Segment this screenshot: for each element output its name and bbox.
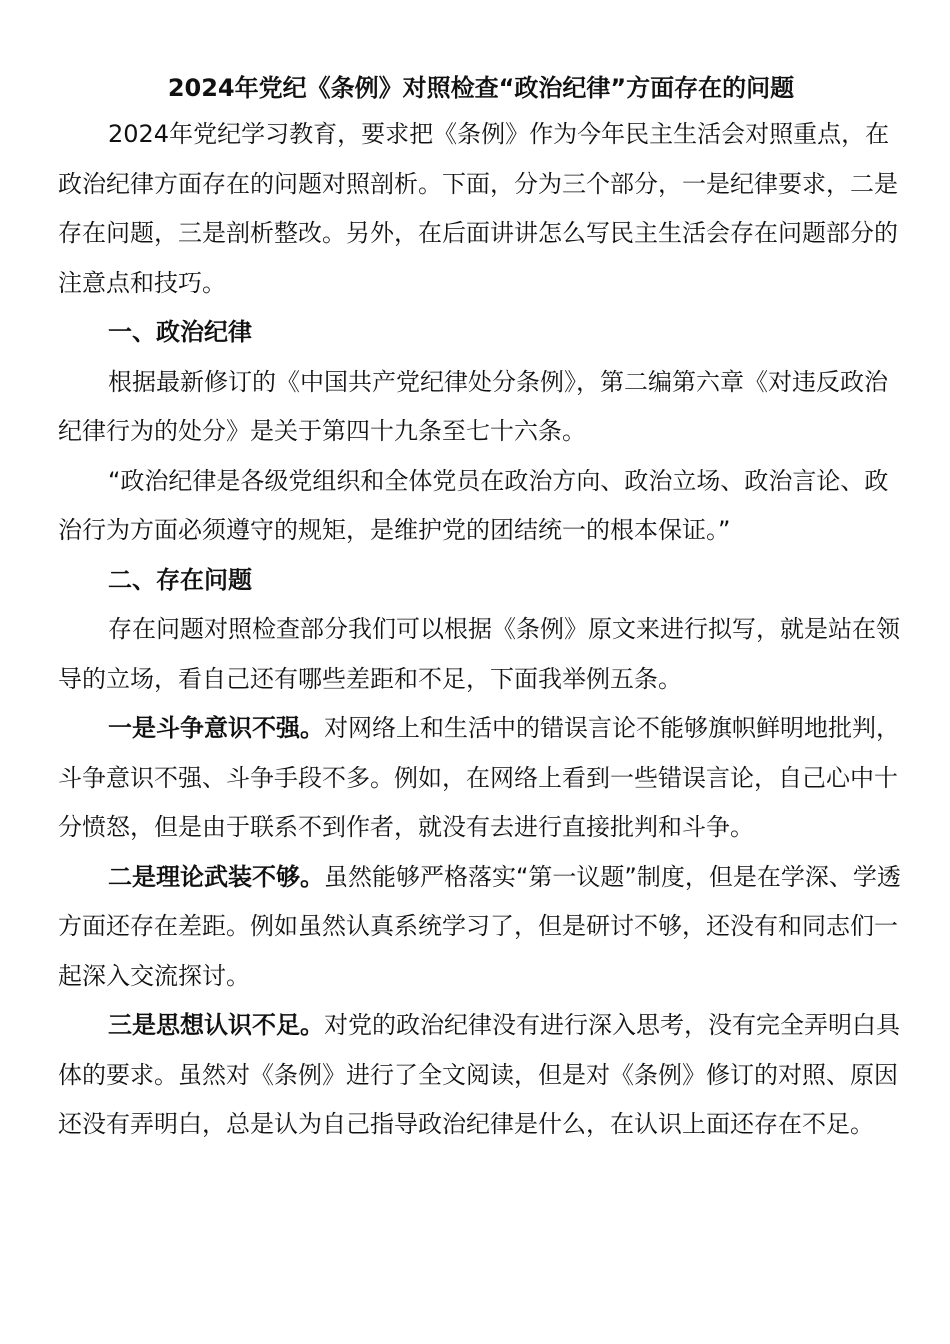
problem-item-2-text: 虽然能够严格落实“第一议题”制度，但是在学深、学透方面还存在差距。例如虽然认真系统学习了，但是研讨不够，还没有和同志们一起深入交流探讨。 — [58, 862, 901, 990]
problem-item-1 — [58, 704, 904, 853]
section1-paragraph-2: “政治纪律是各级党组织和全体党员在政治方向、政治立场、政治言论、政治行为方面必须遵守的规矩，是维护党的团结统一的根本保证。” — [58, 466, 889, 544]
problem-item-1-lead: 一是斗争意识不强。 — [108, 714, 324, 742]
intro-paragraph: 2024年党纪学习教育，要求把《条例》作为今年民主生活会对照重点，在政治纪律方面存在的问题对照剖析。下面，分为三个部分，一是纪律要求，二是存在问题，三是剖析整改。另外，在后面讲讲怎么写民主生活会存在问题部分的注意点和技巧。 — [58, 120, 898, 297]
section-heading-existing-problems: 二、存在问题 — [108, 565, 252, 594]
section-heading-political-discipline: 一、政治纪律 — [108, 318, 252, 346]
problem-item-3-lead: 三是思想认识不足。 — [108, 1011, 324, 1039]
problem-item-1-text: 对网络上和生活中的错误言论不能够旗帜鲜明地批判，斗争意识不强、斗争手段不多。例如，在网络上看到一些错误言论，自己心中十分愤怒，但是由于联系不到作者，就没有去进行直接批判和斗争。 — [58, 714, 900, 841]
section2-paragraph-1: 存在问题对照检查部分我们可以根据《条例》原文来进行拟写，就是站在领导的立场，看自己还有哪些差距和不足，下面我举例五条。 — [58, 615, 900, 693]
section1-paragraph-1: 根据最新修订的《中国共产党纪律处分条例》，第二编第六章《对违反政治纪律行为的处分》是关于第四十九条至七十六条。 — [58, 367, 888, 445]
document-title: 2024年党纪《条例》对照检查“政治纪律”方面存在的问题 — [167, 74, 795, 102]
document-page — [58, 68, 904, 1150]
problem-item-2-lead: 二是理论武装不够。 — [108, 862, 324, 891]
problem-item-3-text: 对党的政治纪律没有进行深入思考，没有完全弄明白具体的要求。虽然对《条例》进行了全文阅读，但是对《条例》修订的对照、原因还没有弄明白，总是认为自己指导政治纪律是什么，在认识上面还存在不足。 — [58, 1011, 900, 1138]
problem-item-2 — [58, 853, 904, 1002]
problem-item-3 — [58, 1001, 904, 1150]
